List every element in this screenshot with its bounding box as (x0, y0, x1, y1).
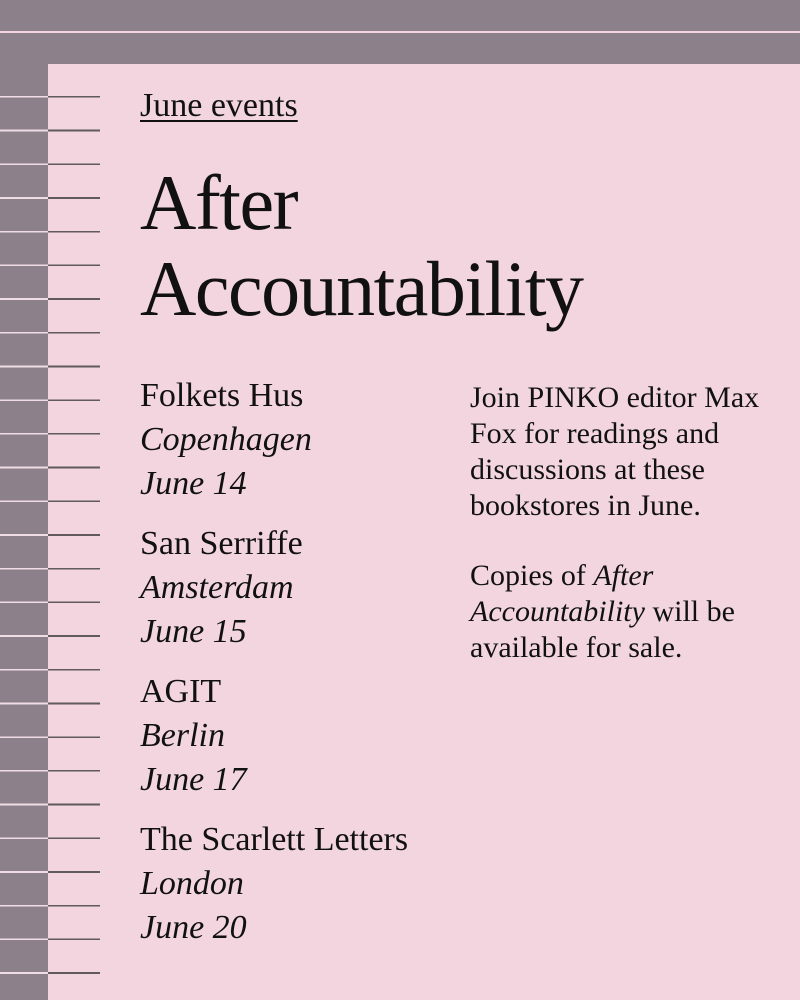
event-city: Berlin (140, 717, 225, 754)
event-description (470, 380, 790, 700)
event-item (140, 670, 480, 802)
event-venue: The Scarlett Letters (140, 821, 409, 858)
event-city: London (140, 865, 244, 902)
left-rule-lines-outer (48, 64, 100, 1000)
title-line-1: After (140, 159, 298, 246)
event-date: June 15 (140, 613, 247, 650)
top-band-divider (0, 31, 800, 33)
section-heading: June events (140, 87, 298, 124)
event-list (140, 374, 480, 966)
event-city: Amsterdam (140, 569, 294, 606)
event-item (140, 818, 480, 950)
book-title: After Accountability (470, 559, 654, 628)
description-paragraph-1: Join PINKO editor Max Fox for readings and discussions at these bookstores in June. (470, 381, 760, 522)
event-item (140, 374, 480, 506)
event-date: June 20 (140, 909, 247, 946)
title-line-2: Accountability (140, 245, 583, 332)
description-paragraph-2 (470, 558, 790, 666)
description-suffix: will be available for sale. (470, 595, 735, 664)
event-date: June 14 (140, 465, 247, 502)
page-title (140, 160, 583, 332)
event-item (140, 522, 480, 654)
event-city: Copenhagen (140, 421, 312, 458)
description-prefix: Copies of (470, 559, 594, 592)
event-venue: AGIT (140, 673, 222, 710)
top-band (0, 0, 800, 64)
event-venue: Folkets Hus (140, 377, 304, 414)
event-date: June 17 (140, 761, 247, 798)
event-venue: San Serriffe (140, 525, 303, 562)
